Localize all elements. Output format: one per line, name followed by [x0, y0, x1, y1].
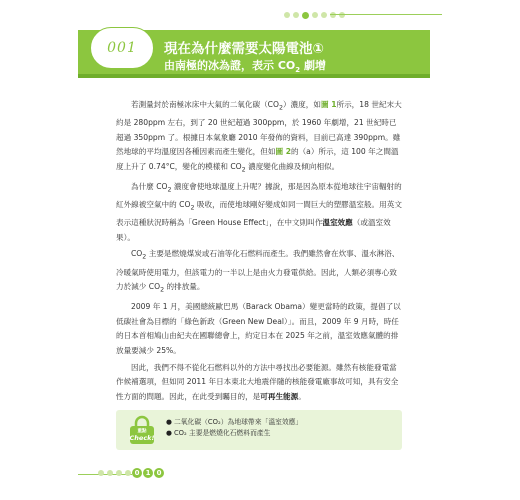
- page-digit: 0: [154, 468, 164, 478]
- paragraph-3: $CO_2$ 主要是燃燒煤炭或石油等化石燃料而產生。我們雖然會在炊事、溫水淋浴、冷暖氣時使用電力，但該電力的一半以上是由火力發電供給。因此，人類必須專心致力於減少 $CO_2$ 的排放量。: [116, 249, 400, 294]
- page-digit: 0: [132, 468, 142, 478]
- progress-dot: [330, 12, 336, 18]
- checkpoint-item: ● 二氧化碳（CO₂）為地球帶來「溫室效應」: [166, 418, 303, 426]
- key-term: 可再生能源: [260, 391, 299, 401]
- top-divider: [330, 14, 442, 15]
- article-body: [116, 98, 402, 406]
- progress-dot-active: [302, 12, 309, 19]
- page-title: 現在為什麼需要太陽電池①: [164, 41, 324, 57]
- progress-dot: [293, 12, 299, 18]
- paragraph-1: 若測量封於南極冰床中大氣的二氧化碳$(CO_2)$濃度，如圖 1所示，18 世紀末大約是 280ppm 左右，到了 20 世紀超過 300ppm，於 1960 年劇增，21 世紀時已超過 350ppm 了。根據日本氣象廳 2010 年發佈的資料，目前已高達 390ppm。雖然地球的平均溫度因各種因素而產生變化，但如圖 2的（a）所示，這 100 年之間溫度上升了 0.74°C，變化的模樣和 $CO_2$ 濃度變化曲線及傾向相似。: [116, 100, 402, 174]
- paragraph-2: 為什麼 $CO_2$ 濃度會使地球溫度上升呢？據說，那是因為原本從地球往宇宙輻射的紅外線被空氣中的 $CO_2$ 吸收，而使地球剛好變成如同一間巨大的塑膠溫室般。用英文表示這種狀況時稱為「Green House Effect」，在中文則叫作溫室效應（或溫室效果）。: [116, 182, 402, 242]
- progress-dot: [339, 12, 345, 18]
- bullet-icon: ●: [166, 429, 172, 437]
- progress-dot: [312, 12, 318, 18]
- page-digit: 1: [143, 468, 153, 478]
- figure-ref: 圖 2: [275, 147, 291, 157]
- footer-dots: [98, 470, 131, 476]
- paragraph-5: 因此，我們不得不從化石燃料以外的方法中尋找出必要能源。雖然有核能發電當作候補選項，但如同 2011 年日本東北大地震伴隨的核能發電廠事故可知，具有安全性方面的問題。因此，在此受到矚目的，是可再生能源。: [116, 362, 399, 401]
- figure-ref: 圖 1: [320, 100, 337, 109]
- checkpoint-list: [166, 417, 302, 439]
- footer-dot: [116, 470, 122, 476]
- page-subtitle: 由南極的冰為證，表示 $CO_2$ 劇增: [164, 59, 326, 75]
- progress-dot: [284, 12, 290, 18]
- footer-dot: [107, 470, 113, 476]
- footer-dot: [125, 470, 131, 476]
- checkpoint-item: ● CO₂ 主要是燃燒化石燃料而產生: [166, 429, 271, 437]
- key-term: 溫室效應: [322, 218, 353, 228]
- section-number-badge: [90, 27, 154, 69]
- footer-dot: [98, 470, 104, 476]
- progress-dots: [284, 12, 345, 19]
- progress-dot: [321, 12, 327, 18]
- paragraph-4: 2009 年 1 月，美國總統歐巴馬（Barack Obama）變更當時的政策，提倡了以低碳社會為目標的「綠色新政（Green New Deal）」。而且，2009 年 9 月時，時任的日本首相鳩山由紀夫在國聯總會上，約定日本在 2025 年之前，溫室效應氣體的排放量要減少 25%。: [116, 302, 401, 355]
- bullet-icon: ●: [166, 418, 172, 426]
- header-stripe: [78, 74, 430, 78]
- page-number: [132, 468, 164, 478]
- section-number: 001: [107, 40, 137, 56]
- checkpoint-label: 重點 Check!: [129, 429, 155, 442]
